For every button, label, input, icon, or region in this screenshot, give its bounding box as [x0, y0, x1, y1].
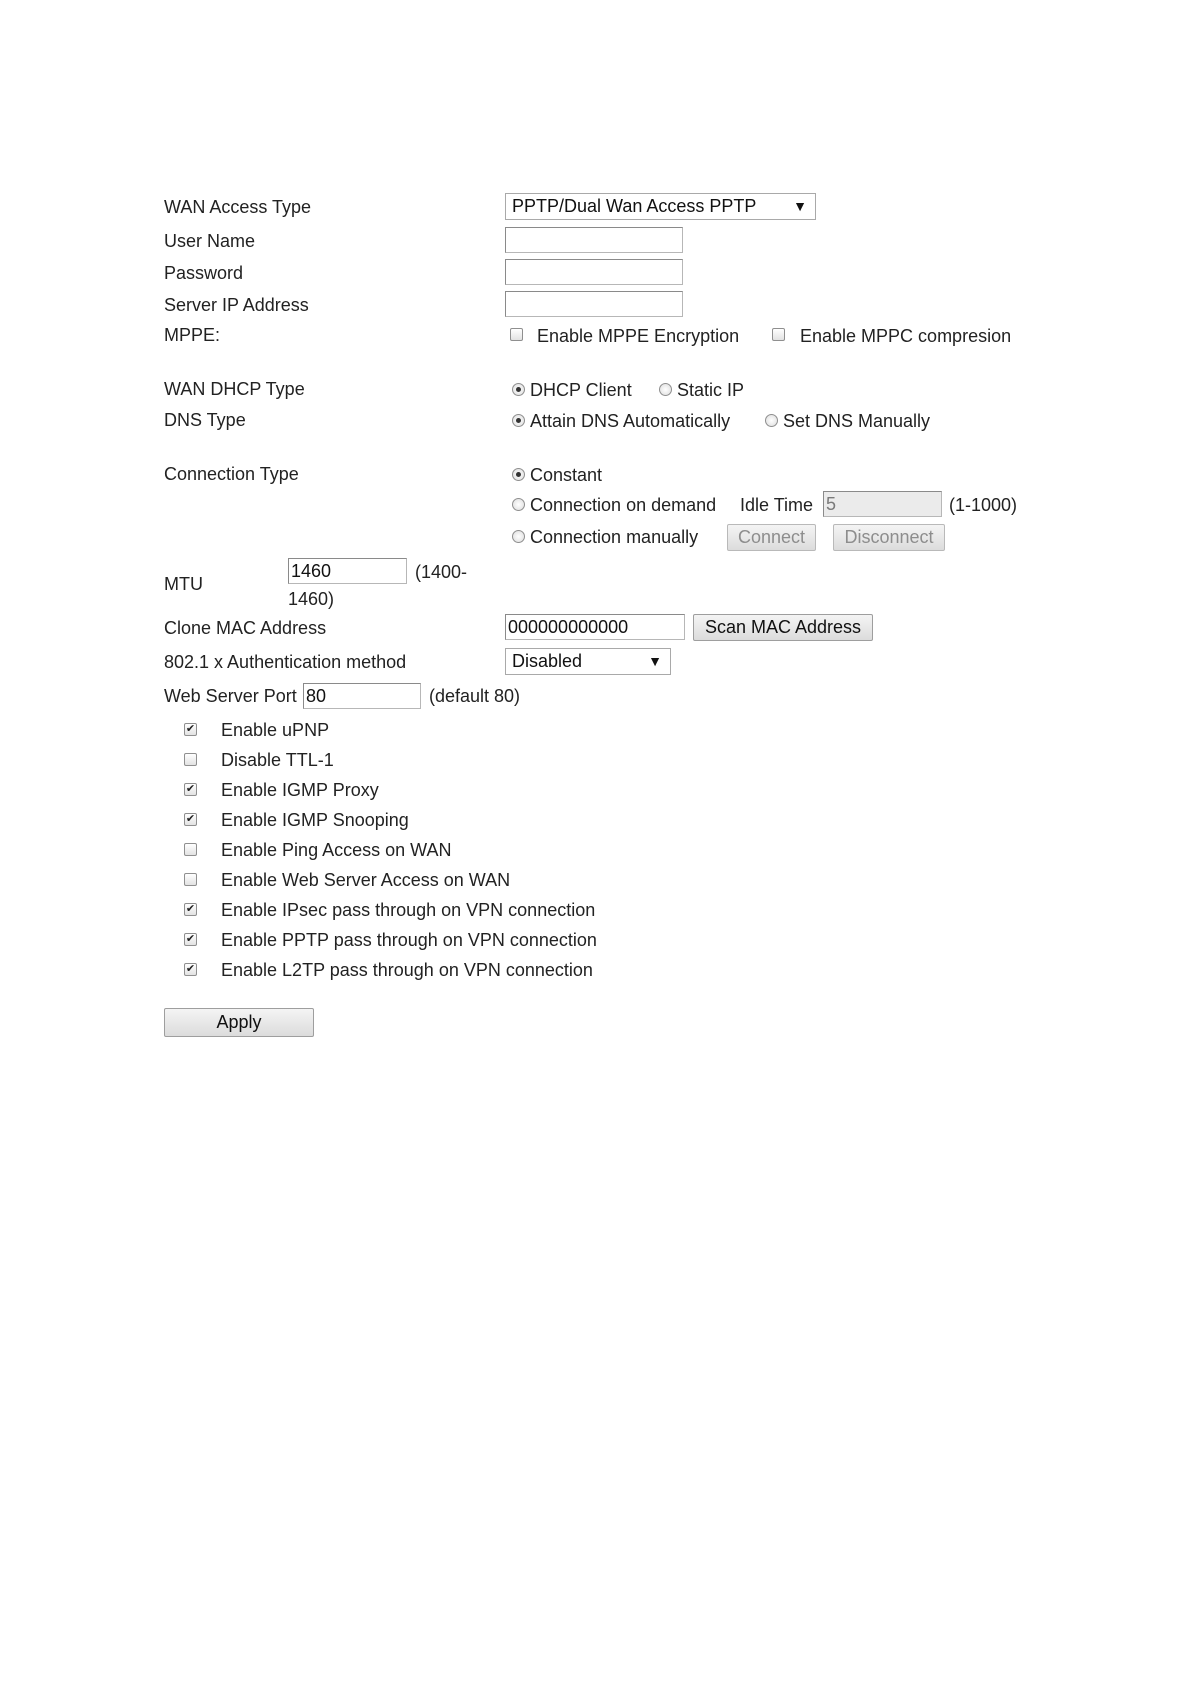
option-checkbox[interactable] [184, 963, 197, 976]
check-icon: ✔ [185, 813, 196, 825]
idle-time-label: Idle Time [740, 495, 814, 515]
connection-on-demand-label: Connection on demand [530, 495, 717, 515]
option-checkbox[interactable] [184, 843, 197, 856]
connection-manual-radio[interactable] [512, 530, 525, 543]
mtu-input[interactable]: 1460 [288, 558, 407, 584]
option-label: Enable PPTP pass through on VPN connection [221, 930, 597, 950]
enable-mppe-label: Enable MPPE Encryption [537, 326, 740, 346]
dns-type-label: DNS Type [164, 410, 246, 430]
wan-access-type-label: WAN Access Type [164, 197, 312, 217]
wan-access-type-select[interactable] [505, 193, 816, 220]
option-checkbox[interactable] [184, 813, 197, 826]
web-server-port-input[interactable]: 80 [303, 683, 421, 709]
password-input[interactable] [505, 259, 683, 285]
server-ip-input[interactable] [505, 291, 683, 317]
static-ip-radio[interactable] [659, 383, 672, 396]
dns-manual-radio[interactable] [765, 414, 778, 427]
option-checkbox[interactable] [184, 753, 197, 766]
option-checkbox[interactable] [184, 873, 197, 886]
static-ip-label: Static IP [677, 380, 745, 400]
check-icon: ✔ [185, 903, 196, 915]
enable-mppc-label: Enable MPPC compresion [800, 326, 1012, 346]
user-name-input[interactable] [505, 227, 683, 253]
wan-dhcp-type-label: WAN DHCP Type [164, 379, 305, 399]
mtu-label: MTU [164, 574, 203, 594]
dns-auto-label: Attain DNS Automatically [530, 411, 731, 431]
auth-method-label: 802.1 x Authentication method [164, 652, 407, 672]
clone-mac-label: Clone MAC Address [164, 618, 327, 638]
option-label: Disable TTL-1 [221, 750, 334, 770]
enable-mppc-checkbox[interactable] [772, 328, 785, 341]
check-icon: ✔ [185, 963, 196, 975]
option-checkbox[interactable] [184, 903, 197, 916]
web-server-port-label: Web Server Port [164, 686, 297, 706]
scan-mac-address-button[interactable]: Scan MAC Address [693, 614, 873, 641]
web-server-port-hint: (default 80) [429, 686, 521, 706]
check-icon: ✔ [185, 933, 196, 945]
option-label: Enable IGMP Snooping [221, 810, 409, 830]
connection-constant-label: Constant [530, 465, 603, 485]
auth-method-select[interactable] [505, 648, 671, 675]
option-label: Enable IGMP Proxy [221, 780, 379, 800]
option-label: Enable uPNP [221, 720, 330, 740]
user-name-label: User Name [164, 231, 256, 251]
option-checkbox[interactable] [184, 723, 197, 736]
apply-button[interactable]: Apply [164, 1008, 314, 1037]
option-label: Enable IPsec pass through on VPN connection [221, 900, 596, 920]
idle-time-range: (1-1000) [949, 495, 1018, 515]
mppe-label: MPPE: [164, 325, 221, 345]
idle-time-input[interactable]: 5 [823, 491, 942, 517]
mtu-range-end: 1460) [288, 589, 335, 609]
auth-method-value: Disabled [512, 651, 583, 671]
check-icon: ✔ [185, 783, 196, 795]
option-checkbox[interactable] [184, 783, 197, 796]
dhcp-client-label: DHCP Client [530, 380, 632, 400]
option-checkbox[interactable] [184, 933, 197, 946]
dhcp-client-radio[interactable] [512, 383, 525, 396]
dns-manual-label: Set DNS Manually [783, 411, 931, 431]
enable-mppe-checkbox[interactable] [510, 328, 523, 341]
mtu-range-start: (1400- [415, 562, 468, 582]
connect-button[interactable]: Connect [727, 524, 816, 551]
check-icon: ✔ [185, 723, 196, 735]
option-label: Enable Ping Access on WAN [221, 840, 452, 860]
dropdown-arrow-icon: ▼ [648, 653, 662, 669]
option-label: Enable L2TP pass through on VPN connection [221, 960, 593, 980]
connection-type-label: Connection Type [164, 464, 299, 484]
option-label: Enable Web Server Access on WAN [221, 870, 511, 890]
dropdown-arrow-icon: ▼ [793, 198, 807, 214]
wan-access-type-value: PPTP/Dual Wan Access PPTP [512, 196, 757, 216]
connection-manual-label: Connection manually [530, 527, 699, 547]
connection-on-demand-radio[interactable] [512, 498, 525, 511]
connection-constant-radio[interactable] [512, 468, 525, 481]
dns-auto-radio[interactable] [512, 414, 525, 427]
password-label: Password [164, 263, 244, 283]
disconnect-button[interactable]: Disconnect [833, 524, 945, 551]
server-ip-label: Server IP Address [164, 295, 309, 315]
clone-mac-input[interactable]: 000000000000 [505, 614, 685, 640]
